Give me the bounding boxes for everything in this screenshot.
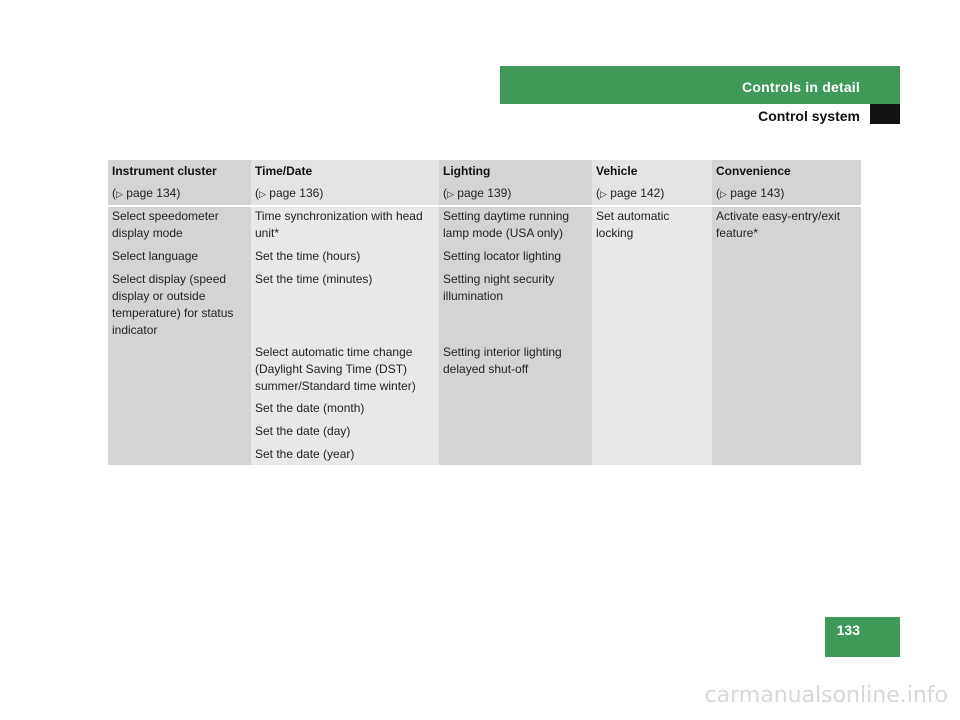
column-title: Vehicle <box>596 164 638 178</box>
header-marker <box>870 104 900 124</box>
table-cell: Set the date (month) <box>255 401 365 415</box>
column-header <box>439 160 592 205</box>
page-reference[interactable]: (▷ page 143) <box>716 186 785 200</box>
table-cell: Setting night security illumination <box>443 272 555 303</box>
header-bar <box>500 66 900 104</box>
page-reference[interactable]: (▷ page 136) <box>255 186 324 200</box>
table-cell: Setting interior lighting delayed shut-off <box>443 345 562 376</box>
page-number-box <box>825 617 900 657</box>
column-body <box>251 205 439 465</box>
column-body <box>108 205 251 465</box>
table-cell: Select display (speed display or outside temperature) for status indicator <box>112 272 234 337</box>
section-title: Controls in detail <box>742 79 860 95</box>
table-cell: Set the date (year) <box>255 447 355 461</box>
column-header <box>108 160 251 205</box>
table-cell: Set the time (hours) <box>255 249 361 263</box>
table-cell: Time synchronization with head unit* <box>255 209 423 240</box>
table-cell: Set the date (day) <box>255 424 351 438</box>
column-header <box>712 160 861 205</box>
table-cell: Select language <box>112 249 199 263</box>
column-title: Convenience <box>716 164 791 178</box>
table-cell: Setting daytime running lamp mode (USA only) <box>443 209 570 240</box>
arrow-right-icon: ▷ <box>259 189 266 199</box>
column-body <box>592 205 712 465</box>
page-reference[interactable]: (▷ page 134) <box>112 186 181 200</box>
table-cell: Activate easy-entry/exit feature* <box>716 209 841 240</box>
arrow-right-icon: ▷ <box>720 189 727 199</box>
arrow-right-icon: ▷ <box>116 189 123 199</box>
column-title: Lighting <box>443 164 491 178</box>
page-number: 133 <box>836 622 860 638</box>
column-body <box>712 205 861 465</box>
table-cell: Select automatic time change (Daylight Saving Time (DST) summer/Standard time winter) <box>255 345 416 393</box>
table-cell: Set automatic locking <box>596 209 670 240</box>
column-header <box>251 160 439 205</box>
table-cell: Setting locator lighting <box>443 249 562 263</box>
header-divider <box>108 205 861 207</box>
column-title: Time/Date <box>255 164 313 178</box>
column-title: Instrument cluster <box>112 164 217 178</box>
column-header <box>592 160 712 205</box>
table-cell: Set the time (minutes) <box>255 272 373 286</box>
control-system-table <box>108 160 861 465</box>
table-cell: Select speedometer display mode <box>112 209 219 240</box>
section-subtitle: Control system <box>758 108 860 124</box>
page-reference[interactable]: (▷ page 139) <box>443 186 512 200</box>
watermark: carmanualsonline.info <box>704 683 948 708</box>
arrow-right-icon: ▷ <box>600 189 607 199</box>
column-body <box>439 205 592 465</box>
arrow-right-icon: ▷ <box>447 189 454 199</box>
page-reference[interactable]: (▷ page 142) <box>596 186 665 200</box>
